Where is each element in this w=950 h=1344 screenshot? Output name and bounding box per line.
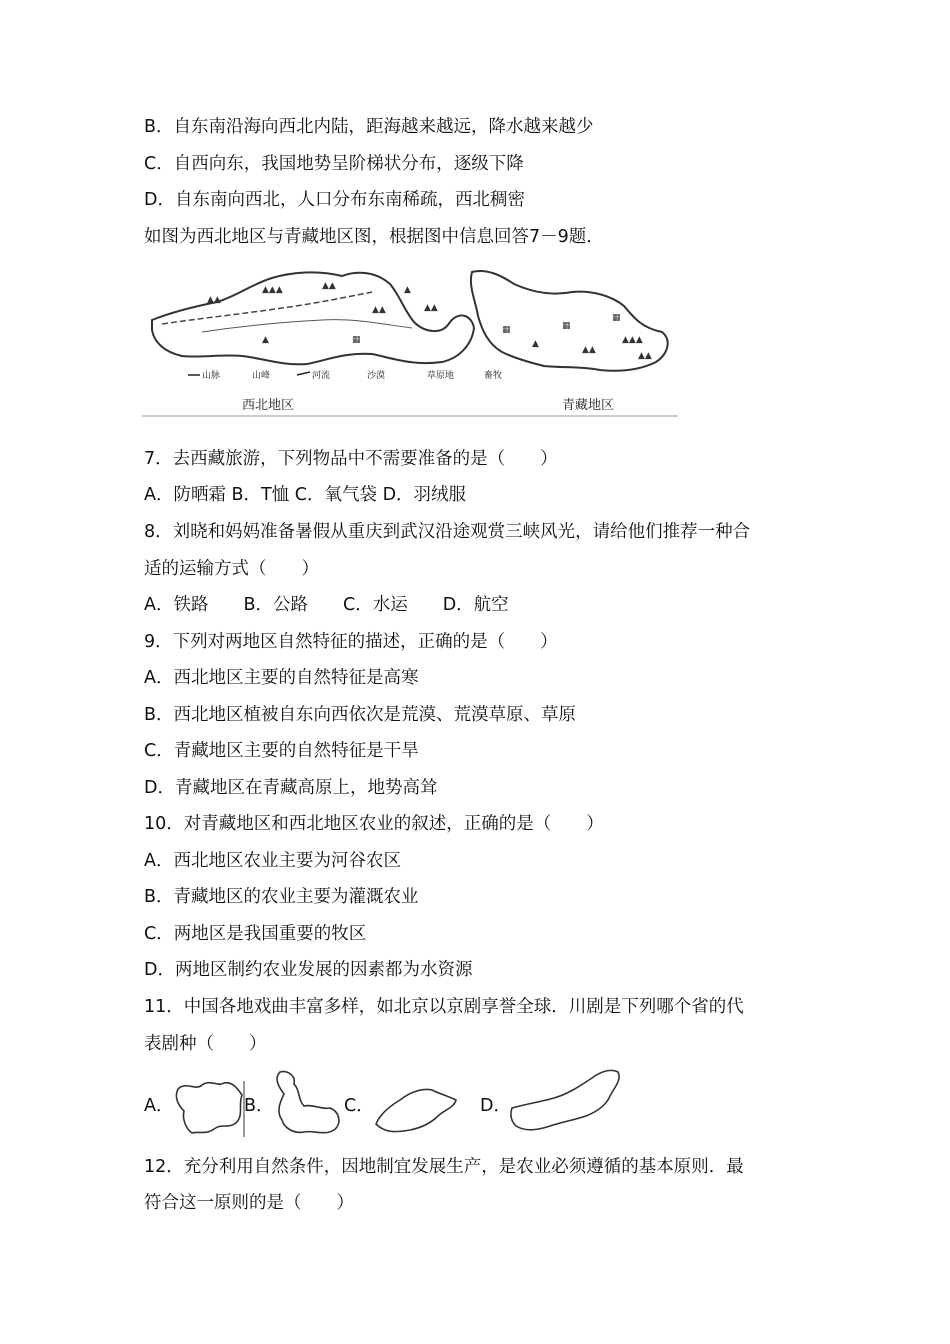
northwest-qinghai-tibet-map [142,262,678,418]
map-svg [142,262,678,418]
province-d-shape [506,1064,626,1140]
question-10-option-a: A．西北地区农业主要为河谷农区 [144,851,401,871]
legend-grassland: 草原地 [427,371,455,381]
option-c-line: C．自西向东，我国地势呈阶梯状分布，逐级下降 [144,154,524,174]
svg-text:▲▲: ▲▲ [582,345,596,355]
question-8-options: A．铁路 B．公路 C．水运 D．航空 [144,595,509,615]
question-10-option-c: C．两地区是我国重要的牧区 [144,924,367,944]
question-9-option-d: D．青藏地区在青藏高原上，地势高耸 [144,778,438,798]
question-11-cont: 表剧种（ ） [144,1034,267,1054]
q11-option-b-label: B． [244,1096,274,1116]
svg-text:▲: ▲ [404,285,411,295]
province-c-shape [370,1080,462,1138]
svg-text:▲▲: ▲▲ [424,303,438,313]
q11-option-a-label: A． [144,1096,174,1116]
question-10-option-d: D．两地区制约农业发展的因素都为水资源 [144,960,473,980]
svg-text:▲: ▲ [532,339,539,349]
svg-text:▲▲: ▲▲ [638,351,652,361]
question-9-option-a: A．西北地区主要的自然特征是高寒 [144,668,419,688]
legend-livestock: 畜牧 [484,371,503,381]
option-d-line: D．自东南向西北，人口分布东南稀疏，西北稠密 [144,190,525,210]
question-9: 9．下列对两地区自然特征的描述，正确的是（ ） [144,632,558,652]
legend-river: 河流 [312,371,331,381]
svg-text:▲▲: ▲▲ [207,295,221,305]
question-7-options: A．防晒霜 B．T恤 C．氧气袋 D．羽绒服 [144,485,467,505]
question-11: 11．中国各地戏曲丰富多样，如北京以京剧享誉全球．川剧是下列哪个省的代 [144,997,744,1017]
question-12: 12．充分利用自然条件，因地制宜发展生产，是农业必须遵循的基本原则．最 [144,1157,744,1177]
question-10-option-b: B．青藏地区的农业主要为灌溉农业 [144,887,419,907]
svg-text:▲▲: ▲▲ [322,281,336,291]
question-12-cont: 符合这一原则的是（ ） [144,1193,354,1213]
question-9-option-c: C．青藏地区主要的自然特征是干旱 [144,741,419,761]
question-8-cont: 适的运输方式（ ） [144,559,319,579]
q11-option-c-label: C． [344,1096,374,1116]
province-b-shape [270,1066,346,1138]
northwest-caption: 西北地区 [242,398,295,413]
qinghai-tibet-caption: 青藏地区 [562,398,615,413]
legend-mountain-range: 山脉 [202,371,221,381]
question-10: 10．对青藏地区和西北地区农业的叙述，正确的是（ ） [144,814,604,834]
question-8: 8．刘晓和妈妈准备暑假从重庆到武汉沿途观赏三峡风光，请给他们推荐一种合 [144,522,751,542]
svg-text:▦: ▦ [352,335,361,345]
question-9-option-b: B．西北地区植被自东向西依次是荒漠、荒漠草原、草原 [144,705,577,725]
svg-text:▲▲▲: ▲▲▲ [622,335,643,345]
svg-text:▲▲: ▲▲ [372,305,386,315]
q11-option-d-label: D． [480,1096,511,1116]
option-b-line: B．自东南沿海向西北内陆，距海越来越远，降水越来越少 [144,117,594,137]
province-a-shape [172,1077,248,1139]
map-intro-text: 如图为西北地区与青藏地区图，根据图中信息回答7－9题． [144,227,604,247]
svg-text:▦: ▦ [502,325,511,335]
legend-peak: 山峰 [252,371,271,381]
question-7: 7．去西藏旅游，下列物品中不需要准备的是（ ） [144,449,558,469]
svg-text:▦: ▦ [612,313,621,323]
svg-text:▲▲▲: ▲▲▲ [262,285,283,295]
legend-desert: 沙漠 [367,371,386,381]
svg-text:▲: ▲ [262,335,269,345]
svg-text:▦: ▦ [562,321,571,331]
